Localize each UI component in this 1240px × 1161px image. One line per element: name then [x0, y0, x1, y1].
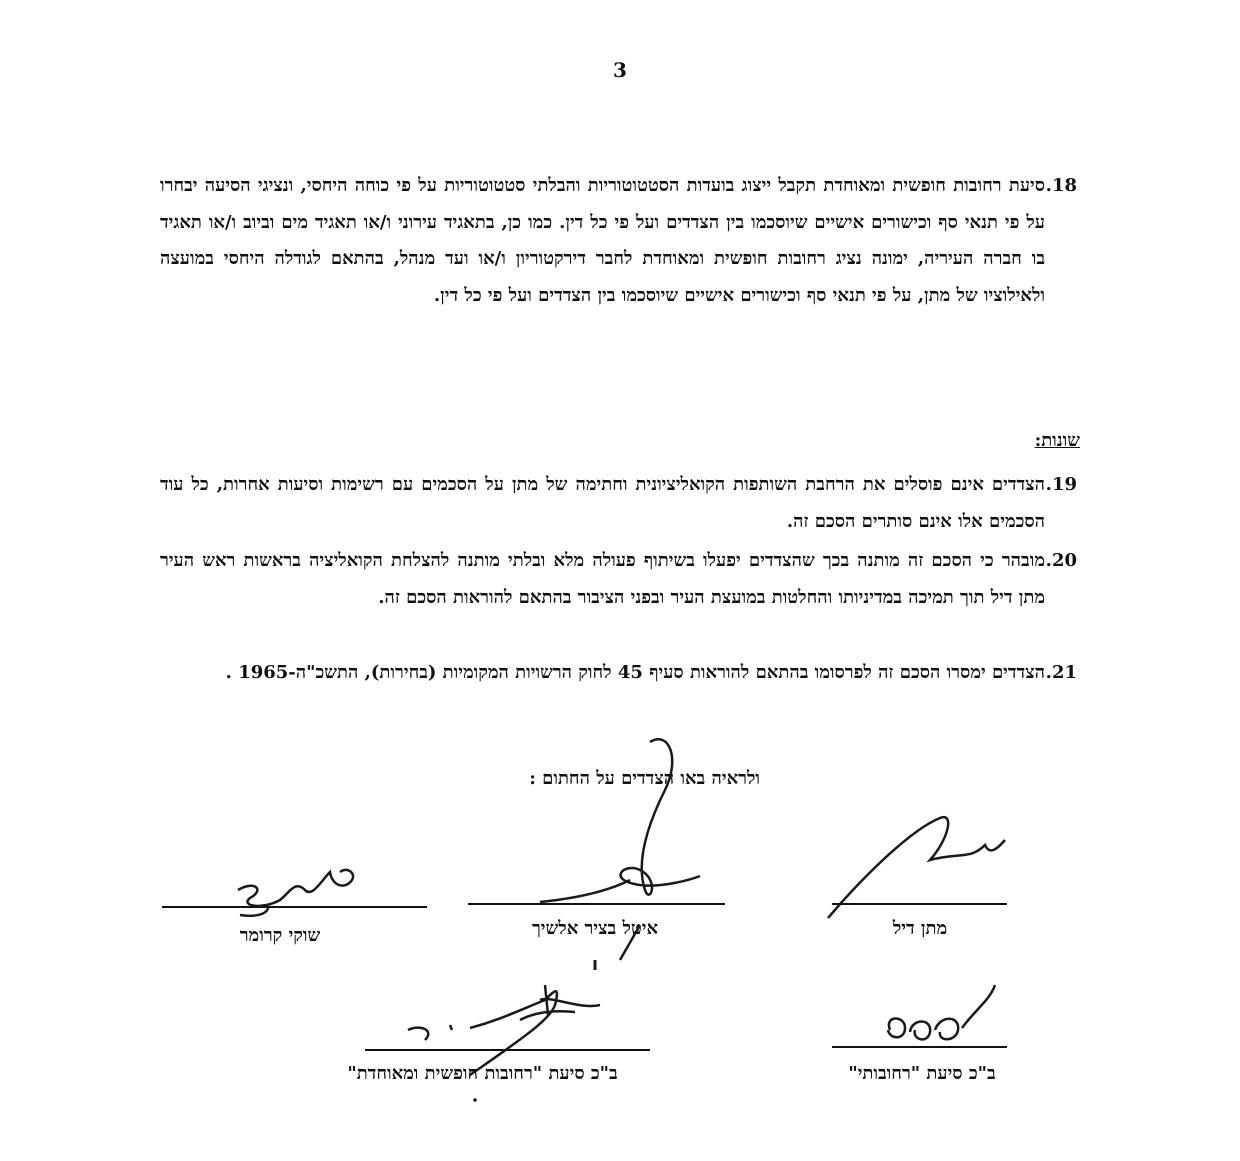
signature-line-rehovot-hofshit: [365, 1049, 650, 1051]
signature-name-eitel-batzir: איטל בציר אלשיך: [531, 918, 659, 939]
paragraph-number: .21: [1045, 662, 1077, 683]
signature-line-rehovoti: [832, 1046, 1007, 1048]
paragraph-text: סיעת רחובות חופשית ומאוחדת תקבל ייצוג בועדות הסטטוטוריות והבלתי סטטוטוריות על פי כוחה היחסי, ונציגי הסיעה יבחרו על פי תנאי סף וכישורים אישיים שיוסכמו בין הצדדים ועל פי כל דין. כמו כן, בתאגיד עירוני ו/או תאגיד מים וביוב ו/או תאגיד בו חברה העיריה, ימונה נציג רחובות חופשית ומאוחדת לחבר דירקטוריון ו/או ועד מנהל, בהתאם לגודלה היחסי במועצה ולאילוציו של מתן, על פי תנאי סף וכישורים אישיים שיוסכמו בין הצדדים ועל פי כל דין.: [160, 175, 1045, 306]
paragraph-text: הצדדים ימסרו הסכם זה לפרסומו בהתאם להוראות סעיף 45 לחוק הרשויות המקומיות (בחירות), התשכ"ה-1965 .: [225, 662, 1045, 683]
signature-scribble-rehovoti: [888, 985, 995, 1039]
signature-name-shuki-kromer: שוקי קרומר: [239, 925, 321, 946]
signature-line-shuki: [162, 906, 427, 908]
paragraph-text: מובהר כי הסכם זה מותנה בכך שהצדדים יפעלו בשיתוף פעולה מלא ובלתי מותנה להצלחת הקואליציה בראשות ראש העיר מתן דיל תוך תמיכה במדיניותו והחלטות במועצת העיר ובפני הציבור בהתאם להוראות הסכם זה.: [160, 550, 1045, 608]
paragraph-number: .18: [1045, 175, 1077, 196]
signature-caption-rehovot-hofshit: ב"כ סיעת "רחובות חופשית ומאוחדת": [347, 1063, 618, 1084]
paragraph-18: [160, 168, 1077, 314]
signature-line-eitel: [468, 903, 725, 905]
signature-dot: [473, 1098, 477, 1102]
paragraph-20: [160, 543, 1077, 616]
signature-caption-rehovoti: ב"כ סיעת "רחובותי": [848, 1063, 996, 1084]
signature-scribble-shuki: [238, 870, 353, 916]
signature-line-matan: [832, 903, 1007, 905]
paragraph-number: .19: [1045, 474, 1077, 495]
signature-name-matan-dil: מתן דיל: [892, 918, 948, 939]
section-heading-misc: שונות:: [1034, 430, 1080, 451]
page-number: 3: [613, 58, 627, 82]
signature-scribble-rehovot-hofshit: [408, 985, 600, 1075]
paragraph-21: [160, 655, 1077, 692]
paragraph-text: הצדדים אינם פוסלים את הרחבת השותפות הקואליציונית וחתימה של מתן על הסכמים עם רשימות וסיעות אחרות, כל עוד הסכמים אלו אינם סותרים הסכם זה.: [160, 474, 1045, 532]
paragraph-number: .20: [1045, 550, 1077, 571]
witness-clause: ולראיה באו הצדדים על החתום :: [529, 768, 760, 789]
paragraph-19: [160, 467, 1077, 540]
